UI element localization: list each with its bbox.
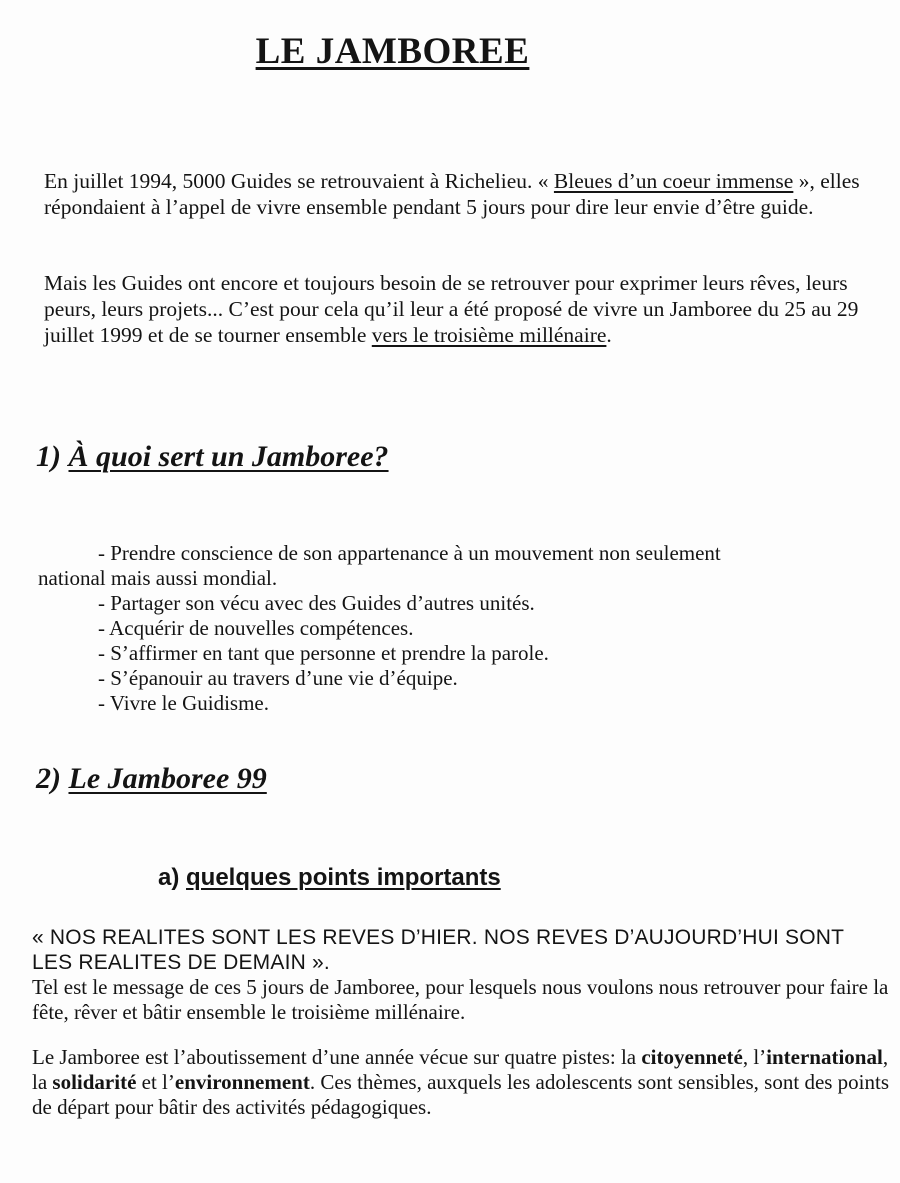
section-2-number: 2) bbox=[36, 762, 69, 795]
theme-environment: environnement bbox=[174, 1070, 310, 1094]
list-item bbox=[38, 641, 878, 666]
purpose-list bbox=[38, 541, 878, 716]
subsection-title: quelques points importants bbox=[186, 864, 501, 891]
intro-paragraph-1 bbox=[44, 168, 874, 220]
list-item-text: - Prendre conscience de son appartenance à un mouvement non seulement bbox=[98, 541, 721, 565]
list-item bbox=[38, 691, 878, 716]
list-item-text: - S’affirmer en tant que personne et prendre la parole. bbox=[98, 641, 549, 665]
subsection-heading bbox=[158, 864, 501, 892]
section-2-title: Le Jamboree 99 bbox=[68, 762, 267, 795]
themes-start: Le Jamboree est l’aboutissement d’une année vécue sur quatre pistes: la bbox=[32, 1045, 642, 1069]
themes-paragraph bbox=[32, 1045, 892, 1120]
page-title bbox=[0, 30, 785, 73]
list-item bbox=[38, 666, 878, 691]
list-item-text: - Acquérir de nouvelles compétences. bbox=[98, 616, 414, 640]
intro-p1-underlined: Bleues d’un coeur immense bbox=[553, 169, 794, 193]
intro-paragraph-2 bbox=[44, 270, 874, 348]
themes-separator: , l’ bbox=[742, 1045, 767, 1069]
list-item bbox=[38, 616, 878, 641]
section-2-heading bbox=[36, 762, 267, 796]
themes-end: . Ces thèmes, auxquels les adolescents sont sensibles, sont des points de départ pour bâtir des activités pédagogiques. bbox=[32, 1070, 890, 1119]
message-paragraph: Tel est le message de ces 5 jours de Jamboree, pour lesquels nous voulons nous retrouver pour faire la fête, rêver et bâtir ensemble le troisième millénaire. bbox=[32, 975, 889, 1024]
intro-p1-end: », elles répondaient à l’appel de vivre ensemble pendant 5 jours pour dire leur envie d’être guide. bbox=[44, 169, 860, 219]
list-item bbox=[38, 541, 878, 591]
list-item-continuation: national mais aussi mondial. bbox=[38, 566, 278, 590]
list-item-text: - Vivre le Guidisme. bbox=[98, 691, 269, 715]
intro-p2-underlined: vers le troisième millénaire bbox=[371, 323, 607, 347]
theme-citizenship: citoyenneté bbox=[641, 1045, 743, 1069]
section-1-title: À quoi sert un Jamboree? bbox=[68, 440, 389, 473]
section-1-number: 1) bbox=[36, 440, 69, 473]
page-title-text: LE JAMBOREE bbox=[255, 31, 530, 72]
themes-separator: et l’ bbox=[136, 1070, 175, 1094]
theme-international: international bbox=[766, 1045, 883, 1069]
intro-p1-start: En juillet 1994, 5000 Guides se retrouvaient à Richelieu. « bbox=[44, 169, 554, 193]
intro-p2-end: . bbox=[606, 323, 612, 347]
theme-solidarity: solidarité bbox=[52, 1070, 137, 1094]
list-item bbox=[38, 591, 878, 616]
list-item-text: - S’épanouir au travers d’une vie d’équipe. bbox=[98, 666, 458, 690]
intro-p2-start: Mais les Guides ont encore et toujours besoin de se retrouver pour exprimer leurs rêves, leurs peurs, leurs projets... C’est pour cela qu’il leur a été proposé de vivre un Jamboree du 25 au 29 juillet 1999 et de se tourner ensemble bbox=[44, 271, 859, 347]
subsection-number: a) bbox=[158, 864, 187, 891]
section-1-heading bbox=[36, 440, 389, 474]
list-item-text: - Partager son vécu avec des Guides d’autres unités. bbox=[98, 591, 535, 615]
motto-quote: « NOS REALITES SONT LES REVES D’HIER. NOS REVES D’AUJOURD’HUI SONT LES REALITES DE DEMAIN ». bbox=[32, 926, 844, 974]
themes-separator: , la bbox=[32, 1045, 889, 1094]
